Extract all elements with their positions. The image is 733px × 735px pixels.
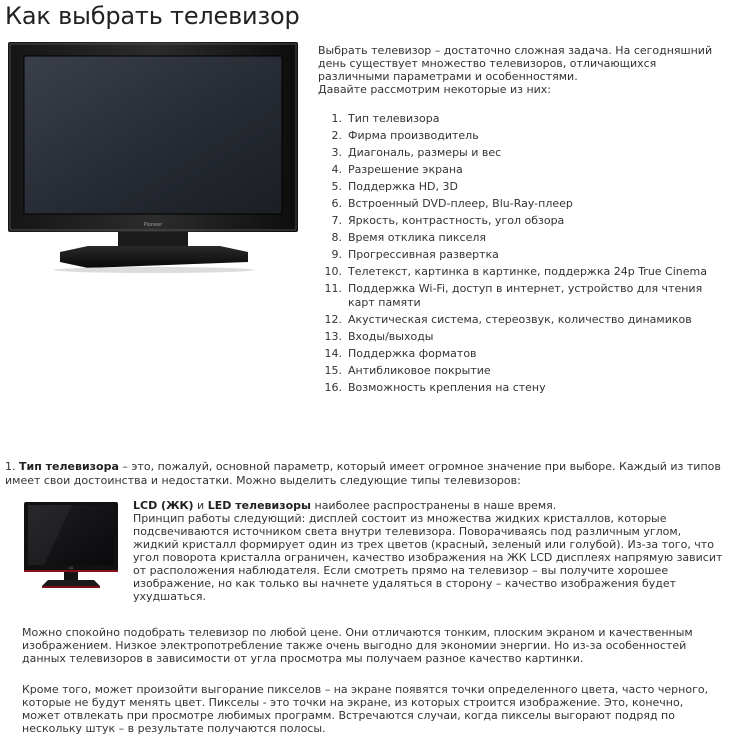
list-item: 15. Антибликовое покрытие <box>324 364 491 377</box>
intro-block <box>318 44 730 96</box>
list-item: 10. Телетекст, картинка в картинке, поддержка 24р True Cinema <box>324 265 707 278</box>
page-title: Как выбрать телевизор <box>5 2 300 30</box>
lcd-body: Принцип работы следующий: дисплей состоит из множества жидких кристаллов, которые подсвечиваются источником света внутри телевизора. Поворачиваясь под различным углом, жидкий кристалл формирует один из трех цветов (красный, зеленый или голубой). Из-за того, что угол поворота кристалла ограничен, качество изображения на ЖК LCD дисплеях напрямую зависит от расположения наблюдателя. Если смотреть прямо на телевизор – вы получите хорошее изображение, но как только вы начнете удаляться в сторону – качество изображения будет ухудшаться. <box>133 512 723 603</box>
feature-list <box>324 110 723 396</box>
list-item: 3. Диагональ, размеры и вес <box>331 146 502 159</box>
paragraph-pixels: Кроме того, может произойти выгорание пикселов – на экране появятся точки определенного цвета, часто черного, которые не будут менять цвет. Пикселы - это точки на экране, из которых строится изображение. Это, конечно, может отвлекать при просмотре любимых программ. Встречаются случаи, когда пикселы выгорают подряд по нескольку штук – в результате получаются полосы. <box>22 683 709 735</box>
list-item: 4. Разрешение экрана <box>331 163 463 176</box>
list-item: 13. Входы/выходы <box>324 330 434 343</box>
tv-brand-text: LG <box>68 566 74 570</box>
list-item: 7. Яркость, контрастность, угол обзора <box>331 214 565 227</box>
list-item: 9. Прогрессивная развертка <box>331 248 499 261</box>
list-item: 14. Поддержка форматов <box>324 347 477 360</box>
lcd-tv-image <box>22 500 120 592</box>
list-item: 8. Время отклика пикселя <box>331 231 486 244</box>
plasma-tv-image <box>8 42 300 274</box>
list-item: 6. Встроенный DVD-плеер, Blu-Ray-плеер <box>331 197 573 210</box>
list-item: 1. Тип телевизора <box>331 112 440 125</box>
intro-text: Выбрать телевизор – достаточно сложная задача. На сегодняшний день существует множество телевизоров, отличающихся различными параметрами и особенностями. <box>318 44 713 83</box>
list-item: 11. Поддержка Wi-Fi, доступ в интернет, устройство для чтения карт памяти <box>324 282 703 309</box>
lcd-heading: LCD (ЖК) <box>133 499 194 512</box>
led-heading: LED телевизоры <box>207 499 311 512</box>
section-heading: Тип телевизора <box>19 460 119 473</box>
list-item: 2. Фирма производитель <box>331 129 479 142</box>
intro-lead: Давайте рассмотрим некоторые из них: <box>318 83 552 96</box>
list-item: 16. Возможность крепления на стену <box>324 381 546 394</box>
lcd-description: LCD (ЖК) и LED телевизоры наиболее распространены в наше время. Принцип работы следующий: дисплей состоит из множества жидких кристаллов, которые подсвечиваются источником света внутри телевизора. Поворачиваясь под различным углом, жидкий кристалл формирует один из трех цветов (красный, зеленый или голубой). Из-за того, что угол поворота кристалла ограничен, качество изображения на ЖК LCD дисплеях напрямую зависит от расположения наблюдателя. Если смотреть прямо на телевизор – вы получите хорошее изображение, но как только вы начнете удаляться в сторону – качество изображения будет ухудшаться. <box>133 499 728 603</box>
list-item: 5. Поддержка HD, 3D <box>331 180 458 193</box>
paragraph-price: Можно спокойно подобрать телевизор по любой цене. Они отличаются тонким, плоским экраном и качественным изображением. Низкое электропотребление также очень выгодно для экономии энергии. Но из-за особенностей данных телевизоров в зависимости от угла просмотра мы получаем разное качество картинки. <box>22 626 693 665</box>
list-item: 12. Акустическая система, стереозвук, количество динамиков <box>324 313 692 326</box>
tv-brand-text: Pioneer <box>143 222 163 228</box>
section-tv-type: 1. Тип телевизора – это, пожалуй, основной параметр, который имеет огромное значение при выборе. Каждый из типов имеет свои достоинства и недостатки. Можно выделить следующие типы телевизоров: <box>5 460 721 487</box>
